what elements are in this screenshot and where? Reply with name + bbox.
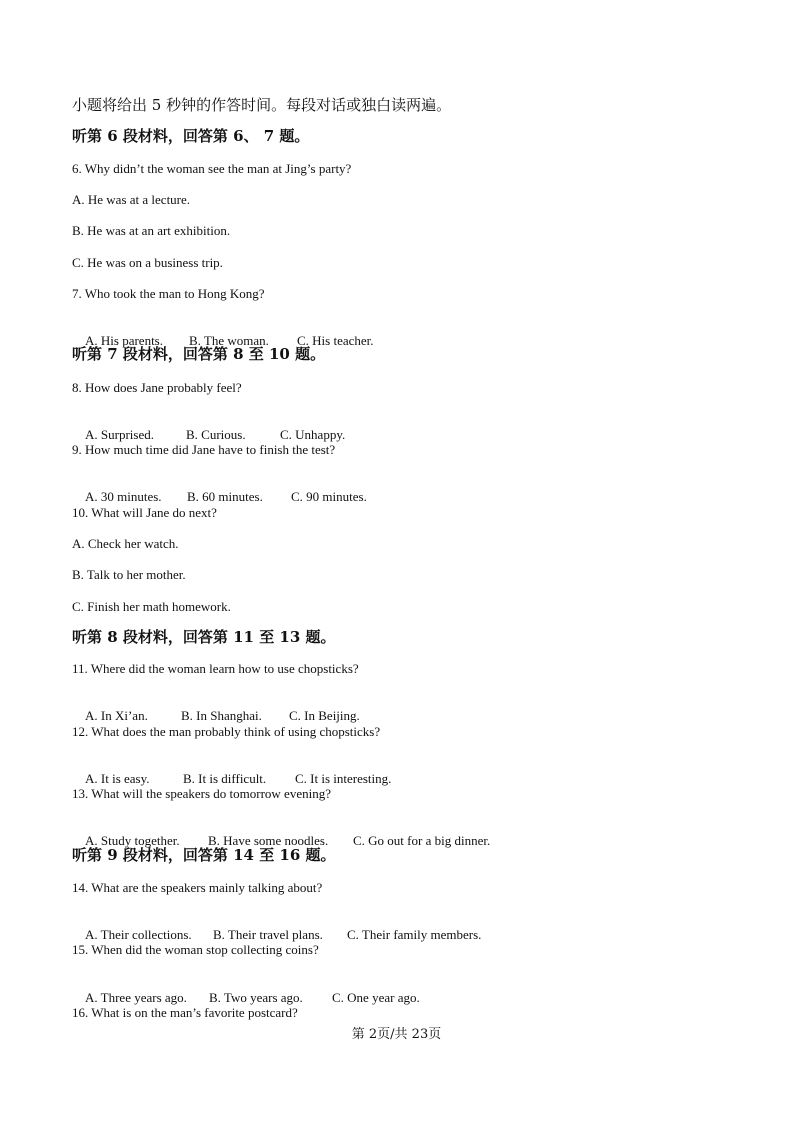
question-stem: 15. When did the woman stop collecting coins? <box>72 942 319 957</box>
option-c: C. 90 minutes. <box>291 489 367 504</box>
option-line: C. He was on a business trip. <box>72 255 223 270</box>
option-c: C. Their family members. <box>347 927 482 942</box>
option-c: C. One year ago. <box>332 990 420 1005</box>
option-b: B. 60 minutes. <box>187 489 263 504</box>
option-line: A. He was at a lecture. <box>72 192 191 207</box>
option-a: A. Study together. <box>85 833 180 848</box>
option-b: B. The woman. <box>189 333 269 348</box>
option-b: B. Their travel plans. <box>213 927 323 942</box>
section-heading: 听第 6 段材料，回答第 6、 7 题。 <box>72 127 310 145</box>
question-stem: 8. How does Jane probably feel? <box>72 380 242 395</box>
option-c: C. Unhappy. <box>280 427 346 442</box>
question-stem: 14. What are the speakers mainly talking about? <box>72 880 323 895</box>
option-line: C. Finish her math homework. <box>72 599 231 614</box>
option-c: C. It is interesting. <box>295 771 392 786</box>
option-a: A. Three years ago. <box>85 990 187 1005</box>
question-stem: 6. Why didn’t the woman see the man at Jing’s party? <box>72 161 352 176</box>
question-stem: 16. What is on the man’s favorite postcard? <box>72 1005 298 1020</box>
option-b: B. Two years ago. <box>209 990 303 1005</box>
section-heading: 听第 7 段材料，回答第 8 至 10 题。 <box>72 345 326 363</box>
option-c: C. Go out for a big dinner. <box>353 833 491 848</box>
option-a: A. 30 minutes. <box>85 489 162 504</box>
question-stem: 9. How much time did Jane have to finish the test? <box>72 442 336 457</box>
option-b: B. It is difficult. <box>183 771 267 786</box>
option-a: A. In Xi’an. <box>85 708 148 723</box>
option-line: A. Check her watch. <box>72 536 179 551</box>
intro-line: 小题将给出 5 秒钟的作答时间。每段对话或独白读两遍。 <box>72 96 452 114</box>
question-stem: 10. What will Jane do next? <box>72 505 217 520</box>
option-c: C. His teacher. <box>297 333 374 348</box>
option-a: A. Their collections. <box>85 927 192 942</box>
question-stem: 13. What will the speakers do tomorrow evening? <box>72 786 331 801</box>
question-stem: 12. What does the man probably think of using chopsticks? <box>72 724 381 739</box>
section-heading: 听第 8 段材料，回答第 11 至 13 题。 <box>72 628 336 646</box>
option-b: B. In Shanghai. <box>181 708 262 723</box>
page-number-footer: 第 2页/共 23页 <box>351 1027 442 1042</box>
question-stem: 7. Who took the man to Hong Kong? <box>72 286 265 301</box>
option-line: B. He was at an art exhibition. <box>72 223 231 238</box>
option-c: C. In Beijing. <box>289 708 360 723</box>
option-b: B. Have some noodles. <box>208 833 329 848</box>
option-a: A. Surprised. <box>85 427 154 442</box>
option-a: A. His parents. <box>85 333 163 348</box>
option-b: B. Curious. <box>186 427 246 442</box>
section-heading: 听第 9 段材料，回答第 14 至 16 题。 <box>72 846 336 864</box>
option-line: B. Talk to her mother. <box>72 567 186 582</box>
question-stem: 11. Where did the woman learn how to use chopsticks? <box>72 661 359 676</box>
option-a: A. It is easy. <box>85 771 150 786</box>
